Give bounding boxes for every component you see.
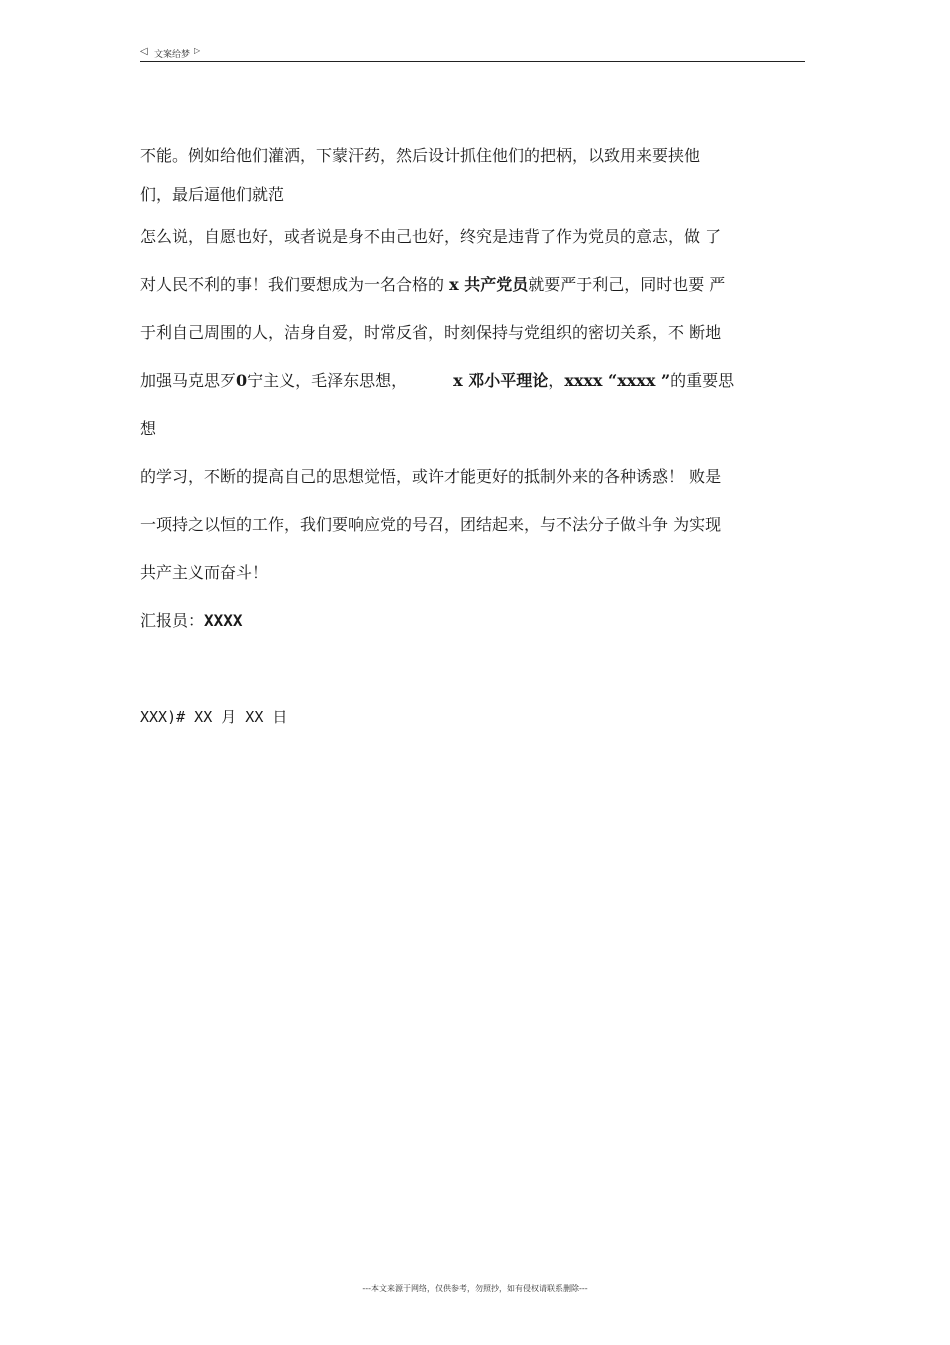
line-4-text-a: 对人民不利的事！我们要想成为一名合格的 [140,275,450,294]
triangle-left-icon: ◁ [140,46,148,57]
page-header [140,45,805,62]
date-line: XXX)# XX 月 XX 日 [140,708,288,726]
body-line-1: 不能。例如给他们灌洒，下蒙汗药，然后设计抓住他们的把柄，以致用来要挟他 [140,146,701,165]
line-4-text-c: 就要严于利己，同时也要 严 [528,275,726,294]
body-line-5: 于利自己周围的人，洁身自爱，时常反省，时刻保持与党组织的密切关系，不 断地 [140,323,722,342]
line-6-comma: ， [548,371,565,390]
body-line-4 [140,275,725,295]
line-6-text-c: 宁主义，毛泽东思想， [247,371,408,390]
reporter-label: 汇报员： [140,611,205,630]
deng-theory-term: x 邓小平理论 [453,371,549,390]
line-6-text-a: 加强马克思歹 [140,371,237,390]
line-6-zero: 0 [236,371,248,390]
triangle-right-icon: ▷ [194,46,201,55]
party-member-term: x 共产党员 [449,275,529,294]
header-title: 文案给梦 [154,50,191,60]
body-line-10: 共产主义而奋斗！ [140,563,269,582]
reporter-line [140,611,243,631]
reporter-name: XXXX [204,611,243,630]
body-line-9: 一项持之以恒的工作，我们要响应党的号召，团结起来，与不法分子做斗争 为实现 [140,515,722,534]
line-6-text-g: 的重要思 [670,371,735,390]
body-line-6 [140,371,734,391]
body-line-2: 们，最后逼他们就范 [140,185,285,204]
page-footer: ---本文来源于网络，仅供参考，勿照抄，如有侵权请联系删除--- [362,1284,588,1293]
body-line-8: 的学习，不断的提高自己的思想觉悟，或许才能更好的抵制外来的各种诱惑！ 败是 [140,467,722,486]
body-line-3: 怎么说，自愿也好，或者说是身不由己也好，终究是违背了作为党员的意志，做 了 [140,227,722,246]
line-6-quote: xxxx “xxxx ” [564,371,671,390]
body-line-7: 想 [140,419,157,438]
